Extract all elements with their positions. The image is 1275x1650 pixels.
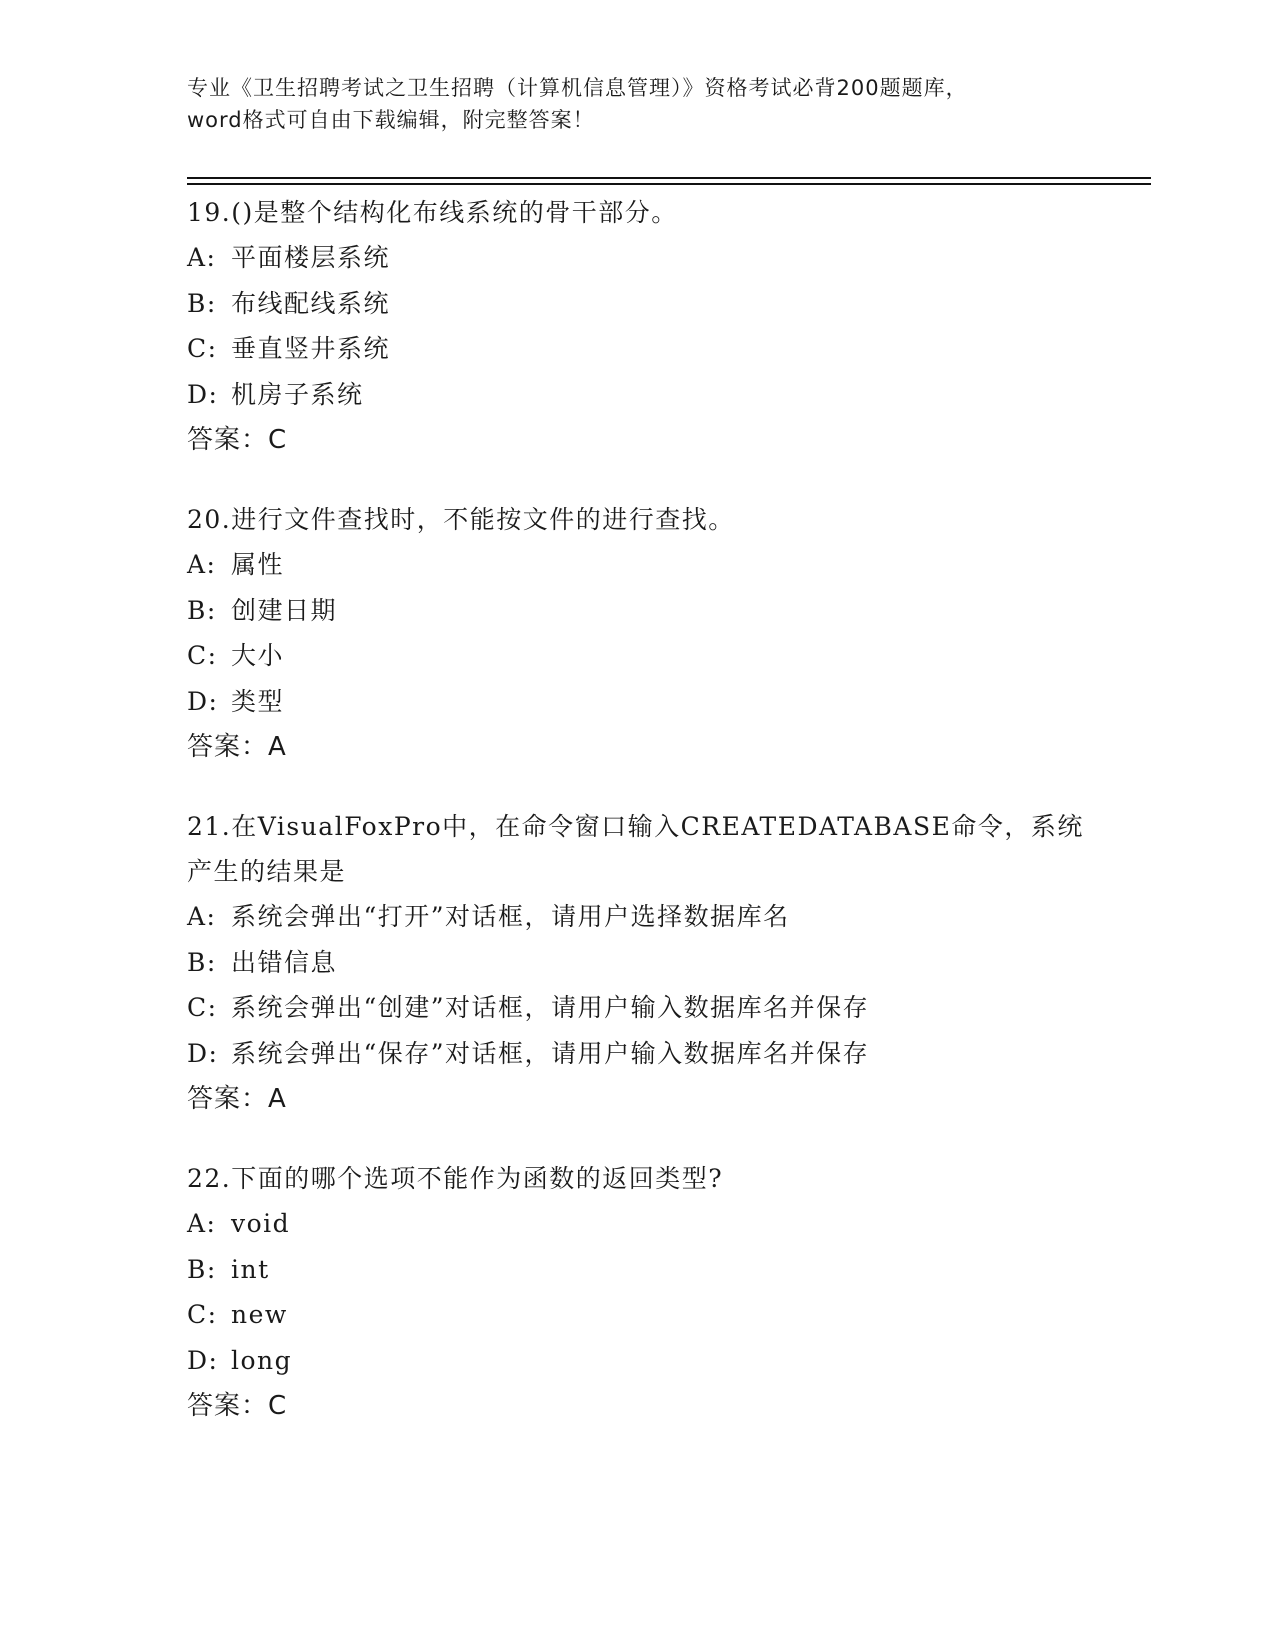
option-d (187, 679, 1087, 725)
option-d (187, 1338, 1087, 1384)
option-text: 大小 (231, 641, 285, 670)
question-stem: 21.在VisualFoxPro中，在命令窗口输入CREATEDATABASE命令，系统产生的结果是 (187, 812, 1084, 886)
option-a (187, 1201, 1087, 1247)
option-d (187, 1031, 1087, 1077)
option-key: C: (187, 334, 218, 363)
option-text: 机房子系统 (231, 379, 364, 409)
option-a (187, 894, 1087, 940)
option-text: 系统会弹出“创建”对话框，请用户输入数据库名并保存 (231, 993, 870, 1022)
option-key: B: (187, 288, 217, 318)
option-c (187, 326, 1087, 372)
option-key: A: (187, 902, 217, 931)
option-key: B: (187, 947, 217, 977)
header-divider-top (187, 177, 1151, 179)
option-b (187, 281, 1087, 327)
question-22 (187, 1156, 1087, 1429)
question-21 (187, 804, 1087, 1122)
answer-line: 答案：C (187, 1391, 288, 1421)
header-line-1: 专业《卫生招聘考试之卫生招聘（计算机信息管理）》资格考试必背200题题库， (187, 76, 968, 100)
header-divider-bottom (187, 183, 1151, 185)
option-text: 系统会弹出“保存”对话框，请用户输入数据库名并保存 (231, 1038, 870, 1068)
option-text: 垂直竖井系统 (231, 334, 391, 363)
option-text: 平面楼层系统 (231, 243, 391, 272)
option-b (187, 1247, 1087, 1293)
option-key: B: (187, 1254, 217, 1284)
option-a (187, 235, 1087, 281)
option-key: A: (187, 1209, 217, 1238)
option-d (187, 372, 1087, 418)
option-text: 出错信息 (231, 947, 338, 977)
answer-line: 答案：A (187, 1084, 287, 1114)
option-b (187, 940, 1087, 986)
option-key: D: (187, 379, 219, 409)
option-key: C: (187, 1300, 218, 1329)
question-stem: 20.进行文件查找时，不能按文件的进行查找。 (187, 505, 735, 534)
option-key: A: (187, 243, 217, 272)
option-text: new (231, 1300, 288, 1329)
option-a (187, 542, 1087, 588)
option-text: int (231, 1254, 270, 1284)
document-header (187, 72, 1087, 136)
option-b (187, 588, 1087, 634)
option-text: 系统会弹出“打开”对话框，请用户选择数据库名 (231, 902, 790, 931)
option-text: 类型 (231, 686, 285, 716)
question-20 (187, 497, 1087, 770)
option-c (187, 1292, 1087, 1338)
option-c (187, 985, 1087, 1031)
option-key: C: (187, 641, 218, 670)
answer-line: 答案：A (187, 732, 287, 762)
option-key: C: (187, 993, 218, 1022)
answer-line: 答案：C (187, 425, 288, 455)
option-key: B: (187, 595, 217, 625)
option-key: D: (187, 686, 219, 716)
question-stem: 22.下面的哪个选项不能作为函数的返回类型? (187, 1164, 724, 1193)
option-text: long (231, 1345, 293, 1375)
option-c (187, 633, 1087, 679)
option-text: 创建日期 (231, 595, 338, 625)
question-stem: 19.()是整个结构化布线系统的骨干部分。 (187, 198, 678, 227)
option-key: A: (187, 550, 217, 579)
question-list (187, 190, 1087, 1463)
option-key: D: (187, 1038, 219, 1068)
option-text: 属性 (231, 550, 285, 579)
option-key: D: (187, 1345, 219, 1375)
option-text: 布线配线系统 (231, 288, 391, 318)
header-line-2: word格式可自由下载编辑，附完整答案！ (187, 108, 595, 132)
question-19 (187, 190, 1087, 463)
option-text: void (231, 1209, 291, 1238)
